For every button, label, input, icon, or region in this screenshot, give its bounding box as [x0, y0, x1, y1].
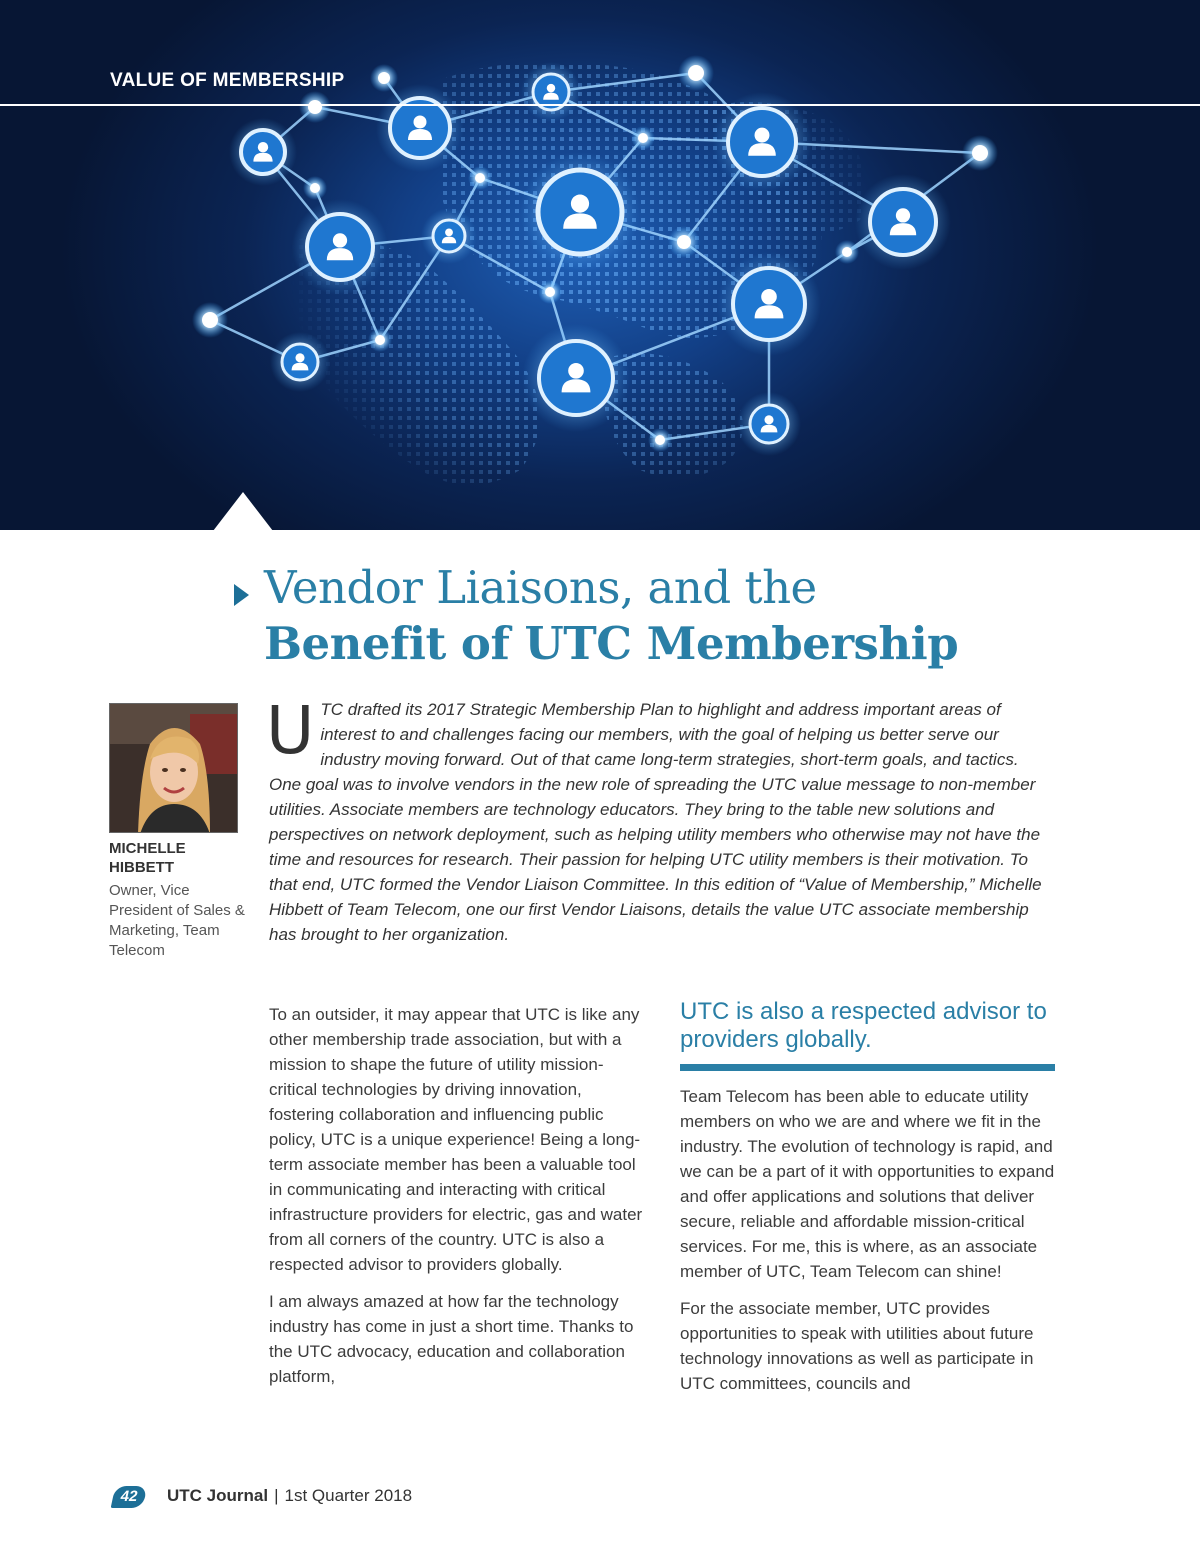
body-column-right — [680, 1084, 1060, 1408]
author-title: Owner, Vice President of Sales & Marketing, Team Telecom — [109, 882, 245, 959]
title-line-1: Vendor Liaisons, and the — [264, 561, 817, 614]
body-paragraph: For the associate member, UTC provides opportunities to speak with utilities about future technology innovations as well as participate in UTC committees, councils and — [680, 1299, 1034, 1393]
triangle-right-icon — [234, 584, 249, 606]
body-column-left — [269, 1002, 649, 1401]
hero-image — [0, 0, 1200, 530]
footer — [167, 1486, 412, 1506]
pull-quote-rule — [680, 1064, 1055, 1071]
author-portrait — [110, 704, 238, 833]
section-label: VALUE OF MEMBERSHIP — [110, 70, 345, 91]
author-photo — [109, 703, 238, 833]
intro-text: TC drafted its 2017 Strategic Membership Plan to highlight and address important areas of interest to and challenges facing our members, with the goal of helping us better serve our industry moving forward. Out of that came long-term strategies, short-term goals, and tactics. One goal was to involve vendors in the new role of spreading the UTC value message to non-member utilities. Associate members are technology educators. They bring to the table new solutions and perspectives on network deployment, such as helping utility members who otherwise may not have the time and resources for research. Their passion for helping UTC utility members is their motivation. To that end, UTC formed the Vendor Liaison Committee. In this edition of “Value of Membership,” Michelle Hibbett of Team Telecom, one our first Vendor Liaisons, details the value UTC associate membership has brought to her organization. — [269, 700, 1042, 944]
article-title — [264, 560, 958, 672]
drop-cap: U — [266, 692, 315, 769]
hero-notch — [213, 492, 273, 530]
author-name: MICHELLE HIBBETT — [109, 840, 186, 876]
body-paragraph: To an outsider, it may appear that UTC is like any other membership trade association, but with a mission to shape the future of utility mission-critical technologies by driving innovation, fostering collaboration and influencing public policy, UTC is a unique experience! Being a long-term associate member has been a valuable tool in communicating and interacting with critical infrastructure providers for electric, gas and water from all corners of the country. UTC is also a respected advisor to providers globally. — [269, 1005, 643, 1274]
title-line-2-rest: of UTC Membership — [445, 617, 959, 670]
pull-quote: UTC is also a respected advisor to providers globally. — [680, 998, 1047, 1053]
issue-date: 1st Quarter 2018 — [284, 1486, 413, 1505]
header-rule — [0, 104, 1200, 106]
title-line-2 — [264, 616, 958, 672]
title-bold-word: Benefit — [264, 617, 446, 670]
intro-paragraph — [266, 692, 1054, 947]
page-number-badge: 42 — [111, 1486, 148, 1508]
body-paragraph: Team Telecom has been able to educate utility members on who we are and where we fit in the industry. The evolution of technology is rapid, and we can be a part of it with opportunities to expand and offer applications and solutions that deliver secure, reliable and affordable mission-critical services. For me, this is where, as an associate member of UTC, Team Telecom can shine! — [680, 1087, 1055, 1281]
footer-separator: | — [274, 1486, 279, 1505]
body-paragraph: I am always amazed at how far the technology industry has come in just a short time. Thanks to the UTC advocacy, education and collaboration platform, — [269, 1292, 634, 1386]
publication-name: UTC Journal — [167, 1486, 269, 1505]
